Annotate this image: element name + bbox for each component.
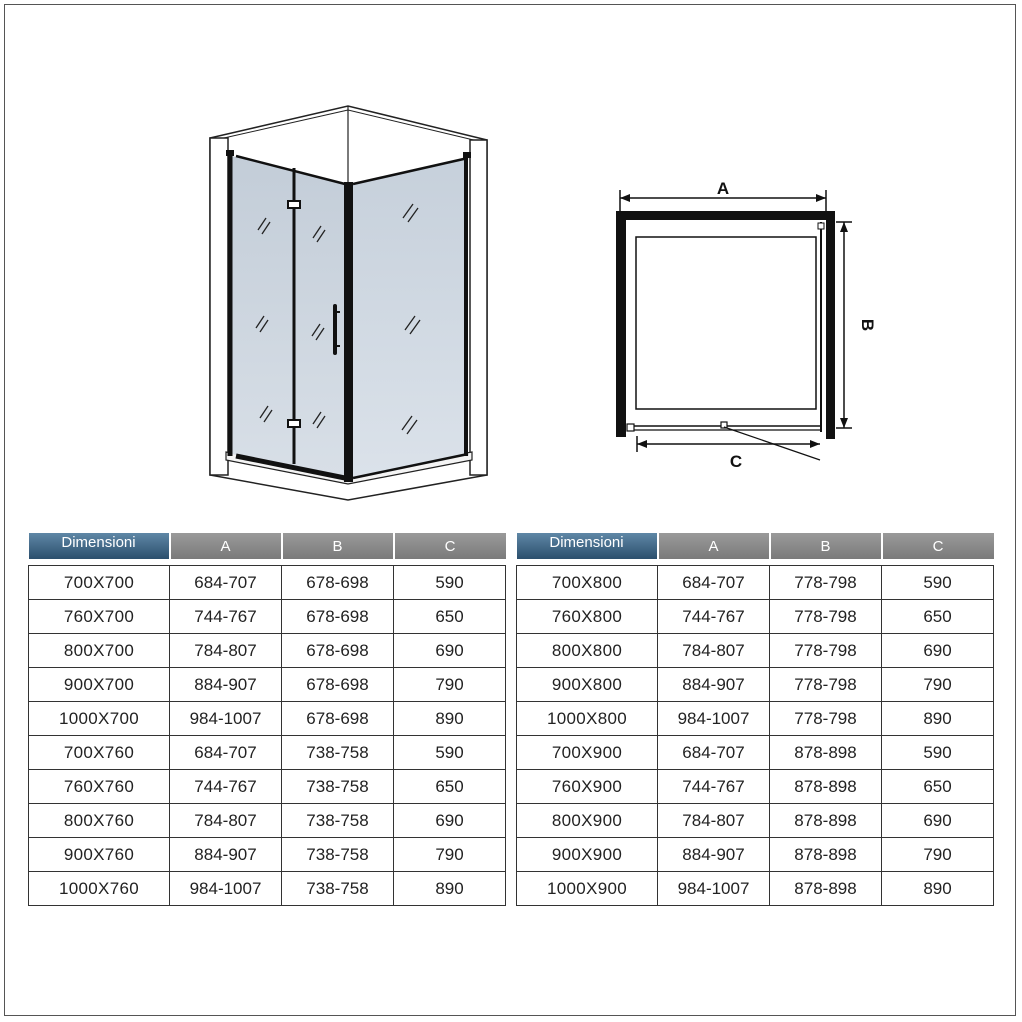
cell-b: 678-698 [282,668,394,702]
hinge [288,201,300,208]
cell-c: 690 [882,634,994,668]
cell-c: 890 [394,702,506,736]
cell-dimensioni: 900X760 [29,838,170,872]
table-row [29,668,506,702]
dimension-table-left [28,533,506,906]
cell-dimensioni: 760X800 [517,600,658,634]
hinge [288,420,300,427]
cell-c: 590 [882,566,994,600]
cell-dimensioni: 760X760 [29,770,170,804]
left-wall-edge [210,138,228,475]
table-row [517,702,994,736]
cell-c: 690 [882,804,994,838]
cell-a: 744-767 [658,770,770,804]
table-row [517,566,994,600]
table-row [517,804,994,838]
cell-dimensioni: 700X700 [29,566,170,600]
cell-dimensioni: 800X760 [29,804,170,838]
cell-dimensioni: 1000X800 [517,702,658,736]
cell-b: 678-698 [282,634,394,668]
header-dimensioni: Dimensioni [29,533,170,559]
table-row [29,872,506,906]
cell-b: 738-758 [282,770,394,804]
cell-c: 890 [394,872,506,906]
dimension-table-right [516,533,994,906]
cell-a: 884-907 [170,668,282,702]
cell-dimensioni: 700X900 [517,736,658,770]
table-row [29,770,506,804]
cell-b: 878-898 [770,804,882,838]
cell-c: 650 [394,600,506,634]
header-dimensioni: Dimensioni [517,533,658,559]
header-c: C [394,533,506,559]
table-row [517,770,994,804]
table-row [29,600,506,634]
cell-dimensioni: 1000X900 [517,872,658,906]
cell-c: 790 [394,838,506,872]
side-glass-panel [350,158,468,478]
cell-a: 784-807 [170,804,282,838]
cell-c: 590 [394,566,506,600]
cell-c: 790 [394,668,506,702]
cell-c: 650 [882,600,994,634]
right-wall-edge [470,140,487,475]
cell-c: 690 [394,804,506,838]
cell-dimensioni: 800X700 [29,634,170,668]
cell-dimensioni: 760X700 [29,600,170,634]
corner-post [344,182,353,482]
cell-b: 738-758 [282,838,394,872]
right-wall [826,211,835,439]
label-c: C [729,452,743,471]
table-row [517,634,994,668]
cell-dimensioni: 900X700 [29,668,170,702]
header-a: A [658,533,770,559]
cell-a: 684-707 [658,736,770,770]
cell-a: 744-767 [170,600,282,634]
header-c: C [882,533,994,559]
cell-b: 878-898 [770,770,882,804]
cell-b: 778-798 [770,668,882,702]
wall-bracket [463,152,471,158]
back-wall [622,211,834,220]
cell-dimensioni: 900X800 [517,668,658,702]
cell-a: 784-807 [658,804,770,838]
table-row [29,736,506,770]
cell-a: 884-907 [658,668,770,702]
cell-a: 684-707 [170,736,282,770]
cell-b: 738-758 [282,872,394,906]
table-row [517,600,994,634]
cell-dimensioni: 700X800 [517,566,658,600]
cell-dimensioni: 700X760 [29,736,170,770]
cell-b: 778-798 [770,702,882,736]
top-view-diagram [616,179,877,471]
cell-b: 878-898 [770,872,882,906]
table-row [29,566,506,600]
cell-dimensioni: 1000X760 [29,872,170,906]
cell-dimensioni: 900X900 [517,838,658,872]
cell-a: 984-1007 [170,702,282,736]
cell-b: 778-798 [770,634,882,668]
side-wall [616,211,626,437]
cell-dimensioni: 800X800 [517,634,658,668]
table-row [517,872,994,906]
label-b: B [858,318,877,332]
header-b: B [770,533,882,559]
table-row [517,736,994,770]
wall-bracket [226,150,234,156]
cell-a: 884-907 [170,838,282,872]
cell-c: 650 [882,770,994,804]
cell-c: 790 [882,668,994,702]
table-row [517,838,994,872]
table-header [517,533,994,559]
cell-a: 784-807 [170,634,282,668]
cell-a: 884-907 [658,838,770,872]
cell-c: 890 [882,702,994,736]
cell-dimensioni: 760X900 [517,770,658,804]
cell-b: 738-758 [282,804,394,838]
cell-c: 690 [394,634,506,668]
table-row [29,838,506,872]
shower-enclosure-illustration [210,106,487,500]
table-row [517,668,994,702]
cell-dimensioni: 800X900 [517,804,658,838]
cell-b: 678-698 [282,600,394,634]
table-header [29,533,506,559]
cell-c: 890 [882,872,994,906]
cell-a: 984-1007 [170,872,282,906]
cell-a: 784-807 [658,634,770,668]
cell-b: 878-898 [770,736,882,770]
cell-b: 738-758 [282,736,394,770]
cell-a: 984-1007 [658,872,770,906]
cell-c: 790 [882,838,994,872]
cell-a: 984-1007 [658,702,770,736]
cell-dimensioni: 1000X700 [29,702,170,736]
cell-a: 684-707 [170,566,282,600]
table-row [29,634,506,668]
cell-b: 778-798 [770,600,882,634]
cell-a: 684-707 [658,566,770,600]
table-row [29,804,506,838]
header-b: B [282,533,394,559]
cell-c: 650 [394,770,506,804]
label-a: A [716,179,730,198]
cell-a: 744-767 [658,600,770,634]
cell-b: 778-798 [770,566,882,600]
cell-c: 590 [882,736,994,770]
table-row [29,702,506,736]
tray-outline [636,237,816,409]
cell-a: 744-767 [170,770,282,804]
cell-c: 590 [394,736,506,770]
cell-b: 678-698 [282,702,394,736]
header-a: A [170,533,282,559]
cell-b: 678-698 [282,566,394,600]
cell-b: 878-898 [770,838,882,872]
